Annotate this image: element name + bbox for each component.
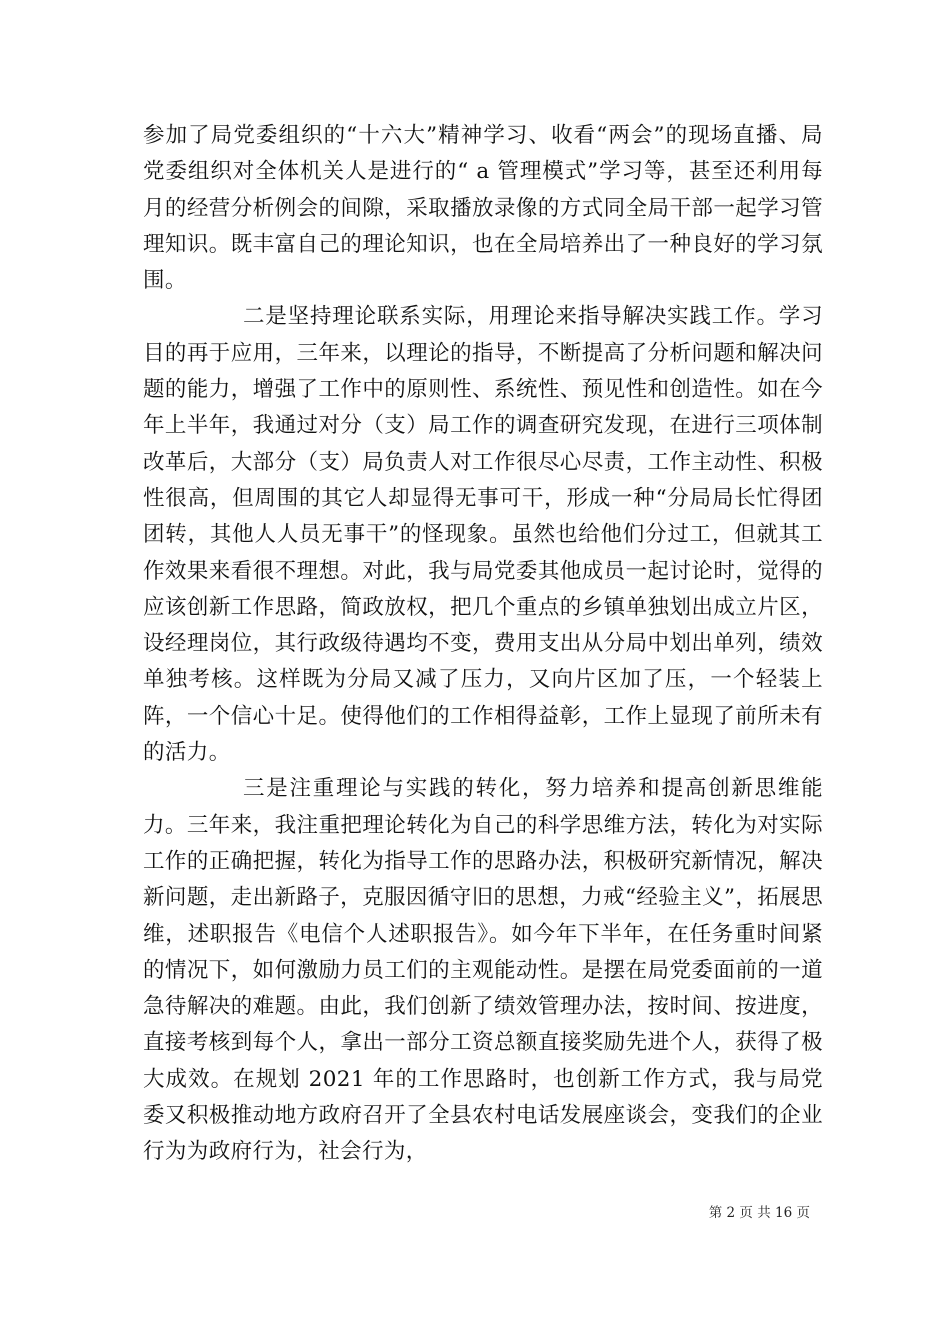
paragraph-point-three: 三是注重理论与实践的转化，努力培养和提高创新思维能力。三年来，我注重把理论转化为自己的科学思维方法，转化为对实际工作的正确把握，转化为指导工作的思路办法，积极研究新情况，解决新问题，走出新路子，克服因循守旧的思想，力戒“经验主义”，拓展思维，述职报告《电信个人述职报告》。如今年下半年，在任务重时间紧的情况下，如何激励力员工们的主观能动性。是摆在局党委面前的一道急待解决的难题。由此，我们创新了绩效管理办法，按时间、按进度，直接考核到每个人，拿出一部分工资总额直接奖励先进个人，获得了极大成效。在规划 2021 年的工作思路时，也创新工作方式，我与局党委又积极推动地方政府召开了全县农村电话发展座谈会，变我们的企业行为为政府行为，社会行为， <box>143 776 823 1165</box>
page-number-footer: 第 2 页 共 16 页 <box>708 1205 810 1221</box>
paragraph-point-two: 二是坚持理论联系实际，用理论来指导解决实践工作。学习目的再于应用，三年来，以理论的指导，不断提高了分析问题和解决问题的能力，增强了工作中的原则性、系统性、预见性和创造性。如在今年上半年，我通过对分（支）局工作的调查研究发现，在进行三项体制改革后，大部分（支）局负责人对工作很尽心尽责，工作主动性、积极性很高，但周围的其它人却显得无事可干，形成一种“分局局长忙得团团转，其他人人员无事干”的怪现象。虽然也给他们分过工，但就其工作效果来看很不理想。对此，我与局党委其他成员一起讨论时，觉得的应该创新工作思路，简政放权，把几个重点的乡镇单独划出成立片区，设经理岗位，其行政级待遇均不变，费用支出从分局中划出单列，绩效单独考核。这样既为分局又减了压力，又向片区加了压，一个轻装上阵，一个信心十足。使得他们的工作相得益彰，工作上显现了前所未有的活力。 <box>143 304 823 766</box>
paragraph-continued: 参加了局党委组织的“十六大”精神学习、收看“两会”的现场直播、局党委组织对全体机关人是进行的“ a 管理模式”学习等，甚至还利用每月的经营分析例会的间隙，采取播放录像的方式同全局干部一起学习管理知识。既丰富自己的理论知识，也在全局培养出了一种良好的学习氛围。 <box>143 123 823 294</box>
document-body <box>143 118 823 1171</box>
